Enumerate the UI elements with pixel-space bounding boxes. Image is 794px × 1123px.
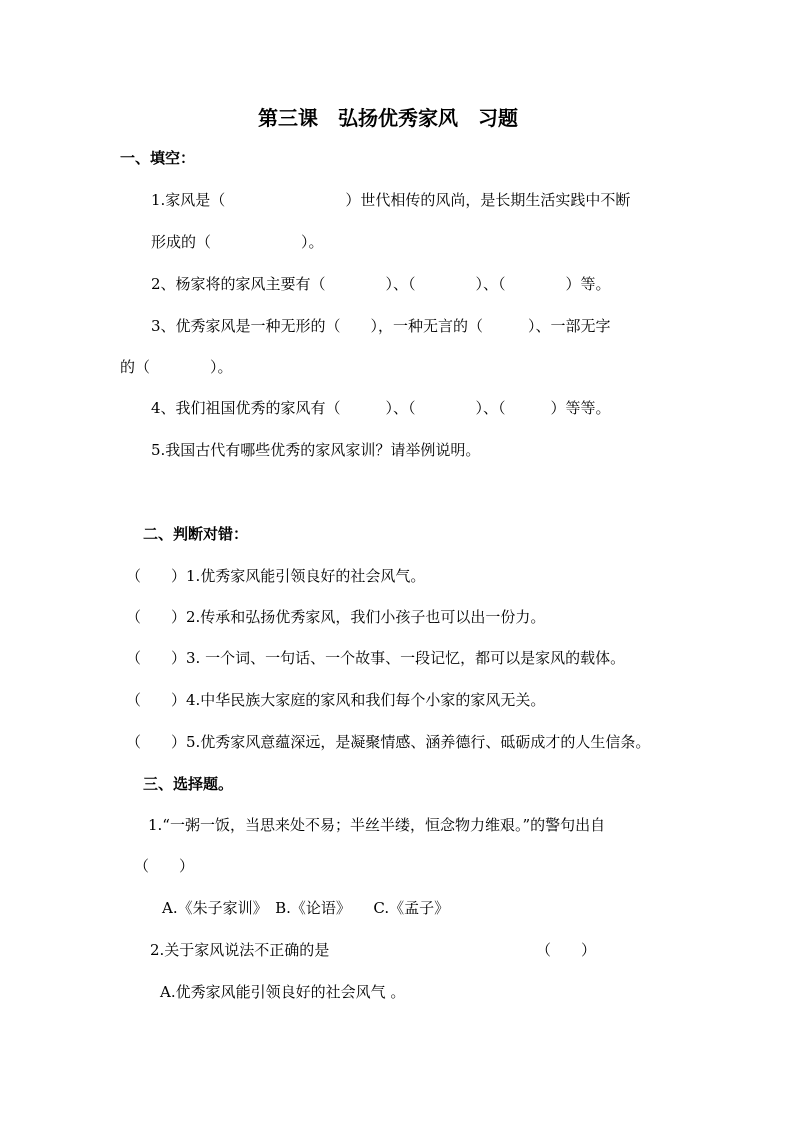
choice-question-2-text: 2.关于家风说法不正确的是	[150, 941, 330, 959]
fill-question-4: 4、我们祖国优秀的家风有（ ）、（ ）、（ ）等等。	[151, 399, 611, 417]
true-false-item-2: （ ）2.传承和弘扬优秀家风，我们小孩子也可以出一份力。	[126, 608, 546, 626]
choice-question-1-options: A.《朱子家训》 B.《论语》 C.《孟子》	[162, 899, 450, 917]
choice-question-2-answer-paren: （ ）	[536, 941, 597, 959]
true-false-item-4: （ ）4.中华民族大家庭的家风和我们每个小家的家风无关。	[126, 691, 546, 709]
fill-question-5: 5.我国古代有哪些优秀的家风家训？请举例说明。	[151, 441, 481, 459]
section-heading-fill-blank: 一、填空：	[120, 149, 196, 167]
fill-question-3-line-2: 的（ ）。	[120, 358, 233, 376]
section-heading-multiple-choice: 三、选择题。	[143, 775, 234, 793]
fill-question-1-line-2: 形成的（ ）。	[151, 233, 324, 251]
choice-question-2-option-a: A.优秀家风能引领良好的社会风气 。	[160, 983, 406, 1001]
true-false-item-5: （ ）5.优秀家风意蕴深远，是凝聚情感、涵养德行、砥砺成才的人生信条。	[126, 733, 651, 751]
true-false-item-3: （ ）3. 一个词、一句话、一个故事、一段记忆，都可以是家风的载体。	[126, 649, 626, 667]
fill-question-3-line-1: 3、优秀家风是一种无形的（ ），一种无言的（ ）、一部无字	[151, 317, 611, 335]
section-heading-true-false: 二、判断对错：	[143, 525, 249, 543]
choice-question-1-answer-paren: （ ）	[134, 857, 195, 875]
fill-question-1-line-1: 1.家风是（ ）世代相传的风尚，是长期生活实践中不断	[151, 191, 631, 209]
fill-question-2: 2、杨家将的家风主要有（ ）、（ ）、（ ）等。	[151, 275, 611, 293]
true-false-item-1: （ ）1.优秀家风能引领良好的社会风气。	[126, 567, 426, 585]
choice-question-1-line-1: 1.“一粥一饭，当思来处不易；半丝半缕，恒念物力维艰。”的警句出自	[148, 816, 606, 834]
page-title: 第三课 弘扬优秀家风 习题	[258, 106, 518, 130]
